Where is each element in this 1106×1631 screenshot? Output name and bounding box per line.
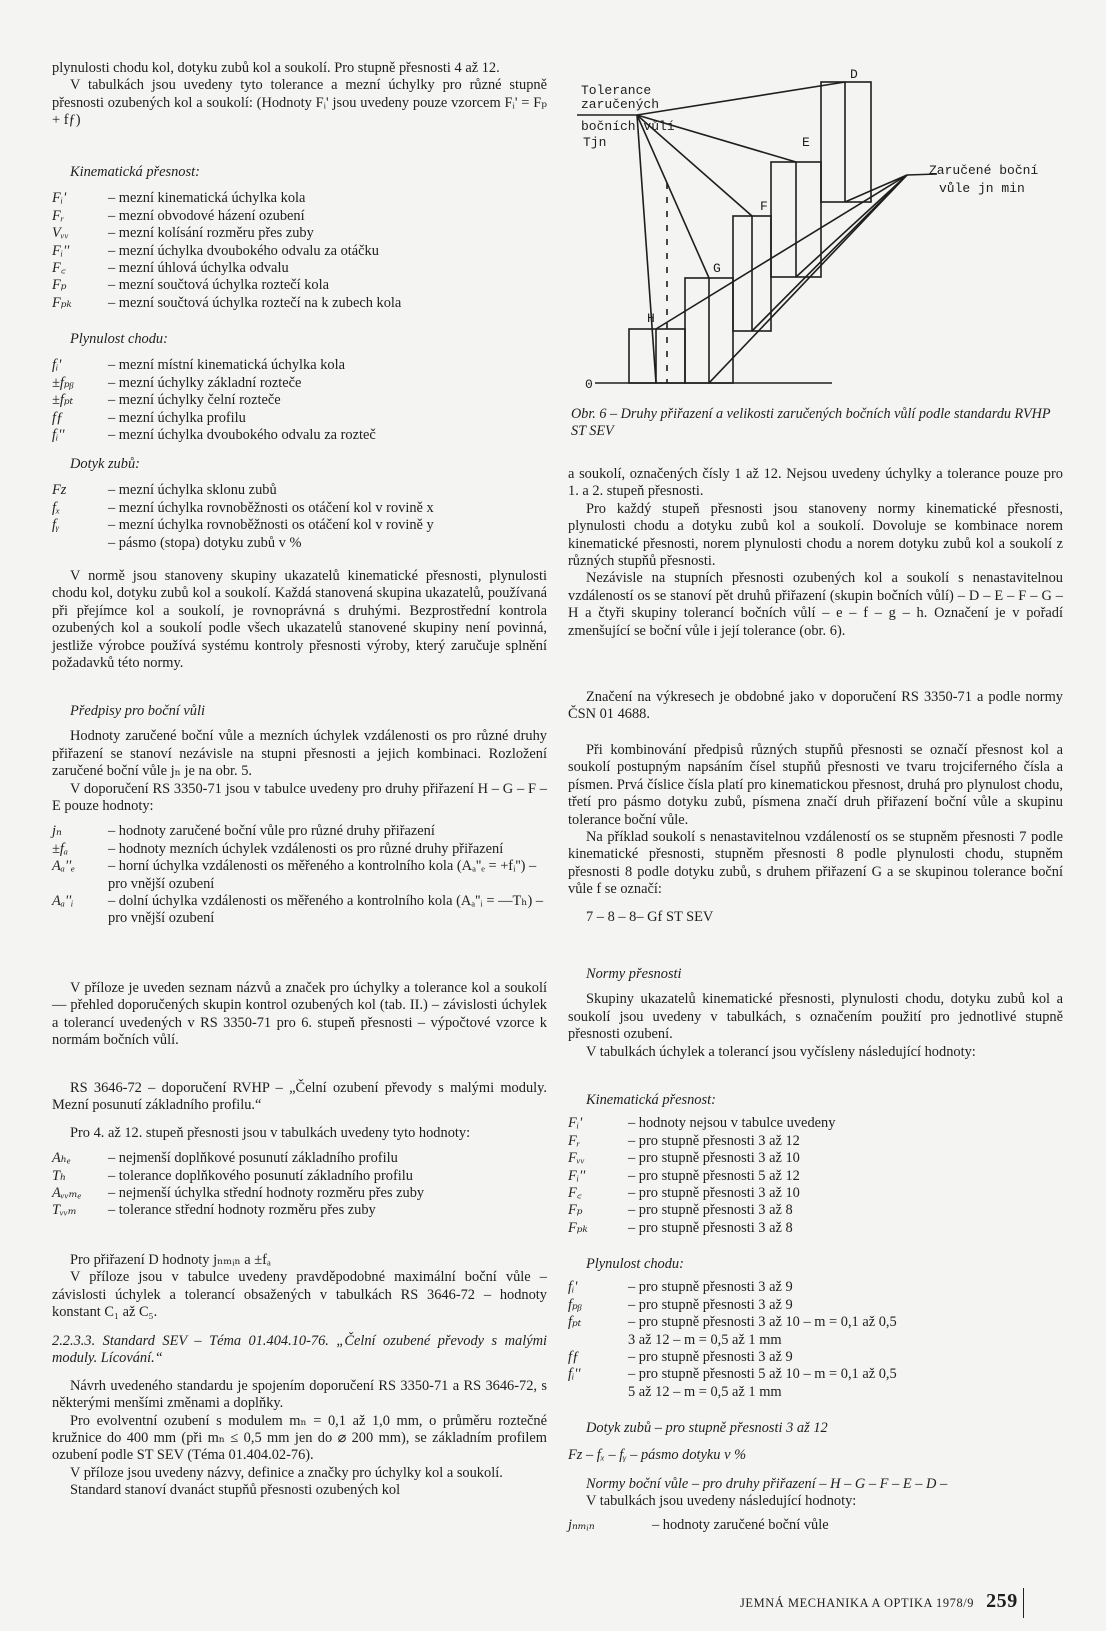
kinematic-section [52, 164, 547, 312]
definition-text: – mezní kinematická úchylka kola [108, 190, 306, 207]
symbol: F꜀ [52, 260, 66, 277]
symbol: fᵢ'' [568, 1366, 581, 1383]
journal-name: JEMNÁ MECHANIKA A OPTIKA 1978/9 [740, 1596, 975, 1610]
definition-text: – mezní úchylka rovnoběžnosti os otáčení kol v rovině x [108, 499, 434, 516]
symbol: Fᵢ' [568, 1115, 583, 1132]
section-heading: Normy přesnosti [586, 966, 682, 982]
definition-row [52, 243, 547, 260]
tolerance-label: Tjn [583, 135, 607, 150]
backlash-norms-block [568, 1476, 1063, 1534]
symbol: jₙ [52, 823, 62, 840]
symbol: Tₕ [52, 1167, 67, 1184]
paragraph: Pro každý stupeň přesnosti jsou stanoveny normy kinematické přesnosti, plynulosti chodu a dotyku zubů kol a soukolí. Dovoluje se kombinace norem kinematické přesnosti, norem plynulosti chodu a norem dotyku zubů kol a soukolí z různých stupňů přesnosti. [568, 500, 1063, 570]
definition-row [568, 1297, 1063, 1314]
symbol: fₓ [52, 499, 61, 516]
ray [637, 82, 845, 115]
ray [796, 175, 907, 277]
paragraph: Skupiny ukazatelů kinematické přesnosti, plynulosti chodu, dotyku zubů kol a soukolí jsou uvedeny v tabulkách, s označením použití pro jednotlivé stupně přesnosti ozubení. [568, 991, 1063, 1043]
paragraph: Značení na výkresech je obdobné jako v doporučení RS 3350-71 a podle normy ČSN 01 4688. [568, 689, 1063, 723]
right-kinematic-section [568, 1092, 1063, 1237]
paragraph: Normy boční vůle – pro druhy přiřazení – H – G – F – E – D – [586, 1476, 948, 1492]
paragraph: Fz – fₓ – fᵧ – pásmo dotyku v % [568, 1447, 747, 1464]
symbol: fƒ [52, 409, 64, 426]
paragraph: V doporučení RS 3350-71 jsou v tabulce uvedeny pro druhy přiřazení H – G – F – E pouze hodnoty: [52, 780, 547, 815]
definition-row [568, 1332, 1063, 1349]
definition-text: – pro stupně přesnosti 3 až 10 [628, 1150, 800, 1167]
definition-text: – mezní místní kinematická úchylka kola [108, 357, 345, 374]
definition-text: – mezní součtová úchylka roztečí kola [108, 277, 329, 294]
definition-row [52, 225, 547, 242]
symbol: fƒ [568, 1349, 580, 1366]
definition-text: – pro stupně přesnosti 5 až 12 [628, 1167, 800, 1184]
definition-row [568, 1220, 1063, 1237]
definition-row [52, 1185, 547, 1202]
definition-row [568, 1366, 1063, 1383]
page-footer [740, 1590, 1018, 1612]
definition-text: – mezní úchylka dvoubokého odvalu za rozteč [108, 427, 376, 444]
symbol: Fᵢ'' [52, 242, 70, 259]
definition-text: – dolní úchylka vzdálenosti os měřeného a kontrolního kola (Aₐ''ᵢ = —Tₕ) – pro vnější ozubení [108, 893, 544, 927]
section-heading: Předpisy pro boční vůli [70, 703, 205, 719]
definition-text: – hodnoty zaručené boční vůle [652, 1516, 829, 1533]
paragraph: Pro přiřazení D hodnoty jₙₘᵢₙ a ±fₐ [70, 1252, 271, 1268]
definition-row [568, 1279, 1063, 1296]
symbol: Fᵣ [568, 1132, 581, 1149]
definition-text: – pro stupně přesnosti 5 až 10 – m = 0,1 až 0,5 [628, 1366, 897, 1383]
definition-text: – pro stupně přesnosti 3 až 9 [628, 1296, 793, 1313]
section-heading: Kinematická přesnost: [70, 164, 200, 180]
definition-row [52, 392, 547, 409]
section-heading: Kinematická přesnost: [586, 1092, 716, 1108]
figure-caption: Obr. 6 – Druhy přiřazení a velikosti zaručených bočních vůlí podle standardu RVHP ST SEV [571, 406, 1051, 439]
assignment-D-block [52, 1252, 547, 1322]
footer-divider [1023, 1588, 1024, 1618]
definition-row [52, 858, 547, 893]
symbol: fₚₜ [568, 1314, 582, 1331]
section-heading: Dotyk zubů: [70, 456, 140, 472]
page-number: 259 [986, 1590, 1018, 1612]
rs3646-block [52, 1080, 547, 1220]
norm-block [52, 568, 547, 672]
definition-row [52, 482, 547, 499]
tolerance-label: zaručených [581, 97, 660, 112]
paragraph: V tabulkách úchylek a tolerancí jsou vyčísleny následující hodnoty: [586, 1043, 976, 1060]
definition-text: – pro stupně přesnosti 3 až 9 [628, 1279, 793, 1296]
definition-list [52, 482, 547, 552]
definition-row [52, 893, 547, 928]
right-contact-block [568, 1420, 1063, 1465]
definition-row [52, 823, 547, 840]
symbol: fᵧ [52, 517, 60, 534]
definition-text: – horní úchylka vzdálenosti os měřeného a kontrolního kola (Aₐ''ₑ = +fᵢ'') – pro vnější ozubení [108, 858, 537, 892]
paragraph: V příloze je uveden seznam názvů a značek pro úchylky a tolerance kol a soukolí — přehled doporučených skupin kontrol ozubených kol (tab. II.) – závislosti úchylek a tolerancí uvedených v RS 3350-71 pro 6. stupeň přesnosti – výpočtové vzorce k normám bočních vůlí. [52, 980, 547, 1049]
section-heading: Plynulost chodu: [70, 331, 168, 347]
letter-D: D [850, 67, 858, 82]
symbol: Fz [52, 482, 67, 499]
letter-G: G [713, 261, 721, 276]
definition-text: – nejmenší úchylka střední hodnoty rozměru přes zuby [108, 1185, 425, 1202]
symbol: ±fₚᵦ [52, 374, 74, 391]
definition-text: – nejmenší doplňkové posunutí základního profilu [108, 1150, 398, 1167]
symbol: Aₐ''ᵢ [52, 893, 74, 910]
definition-row [52, 375, 547, 392]
definition-text: – mezní obvodové házení ozubení [108, 207, 305, 224]
definition-row [568, 1314, 1063, 1331]
definition-text: – pro stupně přesnosti 3 až 10 – m = 0,1 až 0,5 [628, 1314, 897, 1331]
ray [845, 175, 907, 202]
right-smoothness-section [568, 1256, 1063, 1401]
definition-row [52, 427, 547, 444]
symbol: Aₐ''ₑ [52, 858, 75, 875]
definition-text: – mezní úchylka sklonu zubů [108, 482, 277, 499]
standard-block [52, 1333, 547, 1500]
paragraph: 2.2.3.3. Standard SEV – Téma 01.404.10-76. „Čelní ozubené převody s malými moduly. Lícování.“ [52, 1333, 547, 1367]
definition-list [52, 823, 547, 927]
paragraph: a soukolí, označených čísly 1 až 12. Nejsou uvedeny úchylky a tolerance pouze pro 1. a 2. stupeň přesnosti. [568, 466, 1063, 500]
backlash-diagram [577, 62, 1077, 402]
definition-row [52, 410, 547, 427]
guaranteed-label: vůle jn min [939, 181, 1025, 196]
definition-row [52, 357, 547, 374]
definition-row [52, 517, 547, 534]
definition-row [52, 1202, 547, 1219]
norms-block [568, 966, 1063, 1061]
paragraph: Nezávisle na stupních přesnosti ozubených kol a soukolí s nenastavitelnou vzdáleností os se stanoví pět druhů přiřazení (skupin bočních vůlí) – D – E – F – G – H a čtyři skupiny tolerancí bočních vůlí – e – f – g – h. Označení je v pořadí zmenšující se boční vůle i její tolerance (obr. 6). [568, 570, 1063, 639]
tolerance-label: bočních vůlí [581, 119, 675, 134]
right-top-block [568, 466, 1063, 640]
definition-row [568, 1133, 1063, 1150]
paragraph: Dotyk zubů – pro stupně přesnosti 3 až 12 [586, 1420, 828, 1436]
appendix-block [52, 980, 547, 1050]
symbol: Fₚ [52, 277, 67, 294]
step-box-D [821, 82, 871, 202]
symbol: F꜀ [568, 1185, 582, 1202]
definition-list [568, 1279, 1063, 1401]
symbol: Aₕₑ [52, 1150, 71, 1167]
definition-row [568, 1150, 1063, 1167]
symbol: Fᵥᵥ [568, 1150, 585, 1167]
definition-text: – hodnoty nejsou v tabulce uvedeny [628, 1115, 836, 1132]
paragraph: V normě jsou stanoveny skupiny ukazatelů kinematické přesnosti, plynulosti chodu kol, dotyku zubů kol a soukolí. Každá stanovená skupina ukazatelů, používaná při přejímce kol a soukolí, je rovnoprávná s druhými. Bezprostřední kontrola ozubených kol a soukolí podle všech ukazatelů stanovené skupiny není povinná, jestliže výrobce používá systému kontroly přesnosti výroby, který zaručuje splnění požadavků této normy. [52, 568, 547, 672]
definition-text: – tolerance doplňkového posunutí základního profilu [108, 1167, 413, 1184]
intro-block [52, 60, 547, 130]
definition-row [52, 208, 547, 225]
definition-row [52, 277, 547, 294]
paragraph: Pro evolventní ozubení s modulem mₙ = 0,1 až 1,0 mm, o průměru roztečné kružnice do 400 mm (při mₙ ≤ 0,5 mm jen do ⌀ 200 mm), se základním profilem ozubení podle ST SEV (Téma 01.404.02-76). [52, 1412, 547, 1464]
symbol: jₙₘᵢₙ [568, 1516, 595, 1533]
symbol [568, 1332, 624, 1349]
designation-example: 7 – 8 – 8– Gf ST SEV [586, 908, 714, 925]
definition-text: – hodnoty mezních úchylek vzdálenosti os pro různé druhy přiřazení [108, 840, 504, 857]
symbol: Fᵢ'' [568, 1167, 586, 1184]
definition-text: – mezní součtová úchylka roztečí na k zubech kola [108, 294, 402, 311]
symbol: fₚᵦ [568, 1296, 582, 1313]
smoothness-section [52, 331, 547, 444]
definition-row [52, 1168, 547, 1185]
contact-section [52, 456, 547, 552]
paragraph: RS 3646-72 – doporučení RVHP – „Čelní ozubení převody s malými moduly. Mezní posunutí základního profilu.“ [52, 1080, 547, 1114]
definition-row [52, 535, 547, 552]
letter-E: E [802, 135, 810, 150]
symbol: fᵢ' [52, 357, 62, 374]
definition-text: – mezní kolísání rozměru přes zuby [108, 225, 314, 242]
definition-text: 3 až 12 – m = 0,5 až 1 mm [628, 1331, 782, 1348]
definition-row [52, 500, 547, 517]
symbol: ±fₐ [52, 840, 69, 857]
symbol: Vᵥᵥ [52, 225, 69, 242]
definition-text: – pro stupně přesnosti 3 až 8 [628, 1219, 793, 1236]
definition-row [568, 1115, 1063, 1132]
paragraph: Hodnoty zaručené boční vůle a mezních úchylek vzdálenosti os pro různé druhy přiřazení se stanoví nezávisle na stupni přesnosti a jejich kombinaci. Rozložení zaručené boční vůle jₙ je na obr. 5. [52, 728, 547, 780]
definition-list [52, 357, 547, 444]
symbol: Fᵣ [52, 207, 65, 224]
symbol: Tᵥᵥₘ [52, 1202, 77, 1219]
step-box-H [629, 329, 685, 383]
paragraph: V příloze jsou v tabulce uvedeny pravděpodobné maximální boční vůle – závislosti úchylek a tolerancí obsažených v tabulkách RS 3646-72 – hodnoty konstant C₁ až C₅. [52, 1269, 547, 1321]
ray [637, 115, 709, 278]
definition-text: – mezní úchylka rovnoběžnosti os otáčení kol v rovině y [108, 517, 434, 534]
tolerance-label: Tolerance [581, 83, 652, 98]
symbol: Fᵢ' [52, 190, 67, 207]
definition-text: – pro stupně přesnosti 3 až 9 [628, 1349, 793, 1366]
definition-text: – mezní úchylka dvoubokého odvalu za otáčku [108, 242, 379, 259]
ray [637, 115, 656, 383]
definition-row [52, 295, 547, 312]
symbol [52, 535, 104, 552]
definition-text: – mezní úchylky základní rozteče [108, 374, 302, 391]
symbol: fᵢ' [568, 1279, 578, 1296]
definition-list [52, 190, 547, 312]
zero-label: 0 [585, 377, 593, 392]
definition-row [52, 190, 547, 207]
guaranteed-label: Zaručené boční [929, 163, 1039, 178]
combination-block [568, 742, 1063, 926]
paragraph: Standard stanoví dvanáct stupňů přesnosti ozubených kol [70, 1482, 401, 1499]
definition-row [568, 1168, 1063, 1185]
symbol: ±fₚₜ [52, 392, 74, 409]
symbol: Aᵥᵥₘₑ [52, 1185, 82, 1202]
definition-row [568, 1202, 1063, 1219]
definition-row [568, 1185, 1063, 1202]
symbol: fᵢ'' [52, 427, 65, 444]
definition-row [568, 1384, 1063, 1401]
paragraph: Na příklad soukolí s nenastavitelnou vzdáleností os se stupněm přesnosti 7 podle kinematické přesnosti, stupněm přesnosti 8 podle plynulosti chodu, stupněm přesnosti 8 podle dotyku zubů, s druhem přiřazení G a se skupinou tolerance boční vůle f se označí: [568, 829, 1063, 898]
paragraph: V tabulkách jsou uvedeny následující hodnoty: [586, 1493, 857, 1510]
definition-row [52, 841, 547, 858]
paragraph: Návrh uvedeného standardu je spojením doporučení RS 3350-71 a RS 3646-72, s některými menšími změnami a doplňky. [52, 1377, 547, 1412]
letter-H: H [647, 311, 655, 326]
paragraph: Pro 4. až 12. stupeň přesnosti jsou v tabulkách uvedeny tyto hodnoty: [70, 1124, 471, 1141]
paragraph: V příloze jsou uvedeny názvy, definice a značky pro úchylky kol a soukolí. [70, 1464, 503, 1481]
letter-F: F [760, 199, 768, 214]
symbol [568, 1384, 624, 1401]
definition-list [568, 1115, 1063, 1237]
definition-text: – pro stupně přesnosti 3 až 10 [628, 1185, 800, 1202]
symbol: Fₚₖ [52, 294, 72, 311]
paragraph: Při kombinování předpisů různých stupňů přesnosti se označí přesnost kol a soukolí postupným napsáním čísel stupňů přesnosti ve tvaru trojciferného čísla a písmen. Prvá číslice čísla platí pro kinematickou přesnost, druhá pro plynulost chodu, třetí pro pásmo dotyku zubů, písmena značí druh přiřazení boční vůle a skupinu tolerance boční vůle. [568, 742, 1063, 828]
definition-row [568, 1349, 1063, 1366]
ray [752, 175, 907, 331]
symbol: Fₚ [568, 1202, 583, 1219]
definition-text: – pro stupně přesnosti 3 až 12 [628, 1132, 800, 1149]
definition-text: – mezní úchylky čelní rozteče [108, 392, 281, 409]
definition-text: – tolerance střední hodnoty rozměru přes zuby [108, 1202, 376, 1219]
symbol: Fₚₖ [568, 1219, 588, 1236]
definition-text: – mezní úchylka profilu [108, 409, 246, 426]
intro-paragraph-1: plynulosti chodu kol, dotyku zubů kol a soukolí. Pro stupně přesnosti 4 až 12. [52, 60, 500, 76]
definition-row [568, 1517, 1063, 1534]
definition-text: – hodnoty zaručené boční vůle pro různé druhy přiřazení [108, 823, 435, 840]
intro-paragraph-2: V tabulkách jsou uvedeny tyto tolerance a mezní úchylky pro různé stupně přesnosti ozubených kol a soukolí: (Hodnoty Fᵢ' jsou uvedeny pouze vzorcem Fᵢ' = Fₚ + fƒ) [52, 77, 547, 129]
definition-row [52, 1150, 547, 1167]
drawing-marking-block [568, 689, 1063, 724]
definition-text: 5 až 12 – m = 0,5 až 1 mm [628, 1383, 782, 1400]
definition-list [52, 1150, 547, 1220]
section-heading: Plynulost chodu: [586, 1256, 684, 1272]
definition-text: – mezní úhlová úchylka odvalu [108, 260, 289, 277]
definition-text: – pásmo (stopa) dotyku zubů v % [108, 534, 302, 551]
backlash-block [52, 703, 547, 928]
definition-row [52, 260, 547, 277]
definition-text: – pro stupně přesnosti 3 až 8 [628, 1202, 793, 1219]
